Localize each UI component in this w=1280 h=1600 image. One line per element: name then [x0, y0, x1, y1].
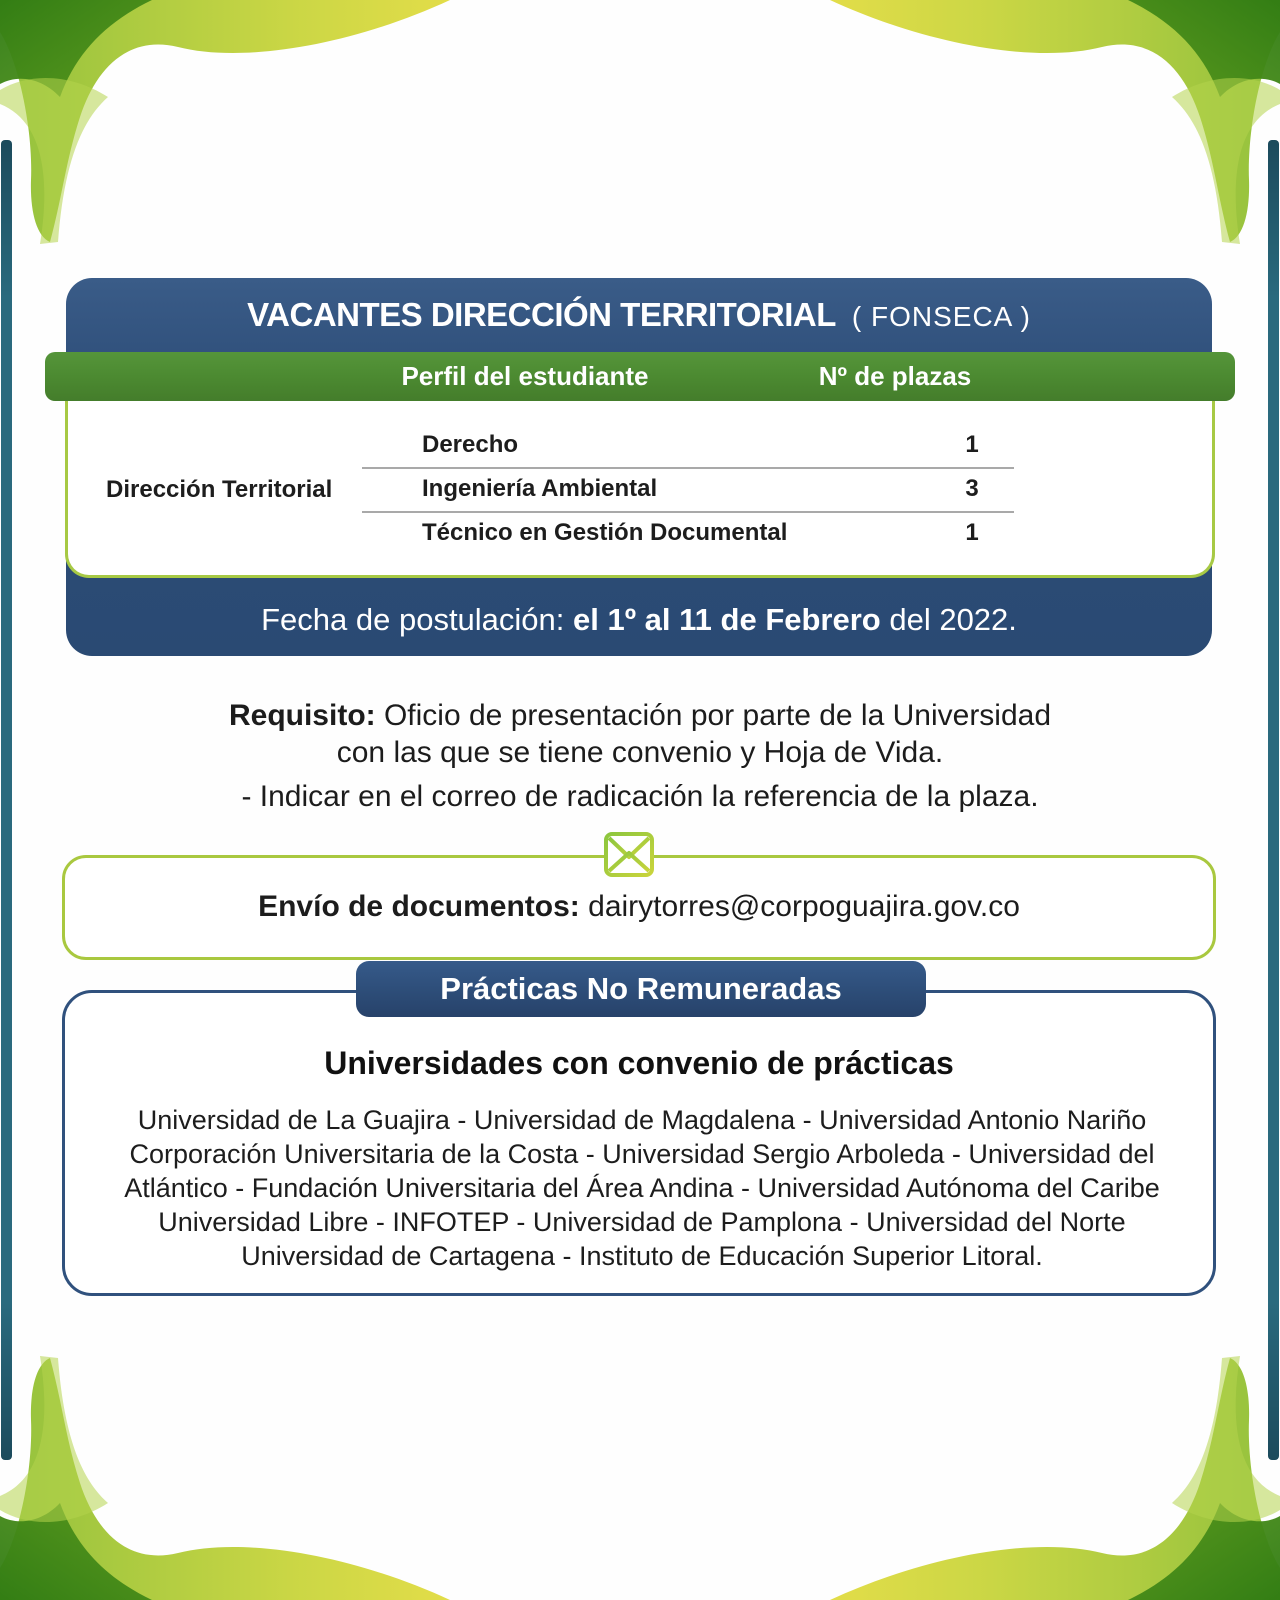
practices-banner: Prácticas No Remuneradas	[356, 961, 926, 1017]
universities-box	[62, 990, 1216, 1296]
submission-label: Envío de documentos:	[258, 890, 580, 923]
row-profile: Técnico en Gestión Documental	[422, 519, 788, 546]
row-profile: Ingeniería Ambiental	[422, 475, 658, 502]
requirement-line1	[0, 697, 1280, 734]
row-profile: Derecho	[422, 431, 519, 458]
row-plazas: 1	[965, 519, 979, 546]
postulation-prefix: Fecha de postulación:	[261, 602, 574, 637]
requirement-line2: con las que se tiene convenio y Hoja de Vida.	[336, 736, 944, 769]
corner-leaf-decoration-top-right	[830, 0, 1280, 255]
envelope-icon	[603, 831, 655, 878]
submission-email: dairytorres@corpoguajira.gov.co	[579, 890, 1020, 923]
title-location: ( FONSECA )	[851, 301, 1031, 332]
column-header-plazas: Nº de plazas	[818, 361, 972, 391]
requirement-text	[0, 697, 1280, 771]
page-title	[66, 296, 1212, 334]
submission-text	[65, 890, 1213, 924]
corner-leaf-decoration-bottom-right	[830, 1345, 1280, 1600]
table-row	[422, 519, 1182, 549]
title-main: VACANTES DIRECCIÓN TERRITORIAL	[247, 296, 836, 333]
universities-line: Universidad de La Guajira - Universidad de Magdalena - Universidad Antonio Nariño	[137, 1105, 1147, 1135]
row-separator	[362, 467, 1014, 469]
universities-list	[85, 1103, 1199, 1273]
vacancies-table	[65, 401, 1215, 578]
postulation-date-banner	[66, 602, 1212, 638]
row-separator	[362, 511, 1014, 513]
universities-line: Corporación Universitaria de la Costa - Universidad Sergio Arboleda - Universidad del	[129, 1139, 1155, 1169]
postulation-dates: el 1º al 11 de Febrero	[573, 602, 881, 637]
universities-line: Atlántico - Fundación Universitaria del Área Andina - Universidad Autónoma del Caribe	[124, 1173, 1160, 1203]
requirement-label: Requisito:	[228, 699, 376, 732]
postulation-suffix: del 2022.	[880, 602, 1017, 637]
table-group-label: Dirección Territorial	[106, 476, 333, 503]
universities-heading: Universidades con convenio de prácticas	[324, 1045, 954, 1081]
row-plazas: 1	[965, 431, 979, 458]
corner-leaf-decoration-bottom-left	[0, 1345, 450, 1600]
corner-leaf-decoration-top-left	[0, 0, 450, 255]
requirement-note: - Indicar en el correo de radicación la referencia de la plaza.	[241, 780, 1039, 813]
requirement-line1-rest: Oficio de presentación por parte de la Universidad	[375, 699, 1052, 732]
universities-line: Universidad de Cartagena - Instituto de Educación Superior Litoral.	[241, 1241, 1043, 1271]
universities-line: Universidad Libre - INFOTEP - Universidad de Pamplona - Universidad del Norte	[158, 1207, 1126, 1237]
column-header-profile: Perfil del estudiante	[401, 361, 649, 391]
table-row	[422, 431, 1182, 461]
row-plazas: 3	[965, 475, 979, 502]
table-row	[422, 475, 1182, 505]
table-header-bar	[45, 352, 1235, 401]
